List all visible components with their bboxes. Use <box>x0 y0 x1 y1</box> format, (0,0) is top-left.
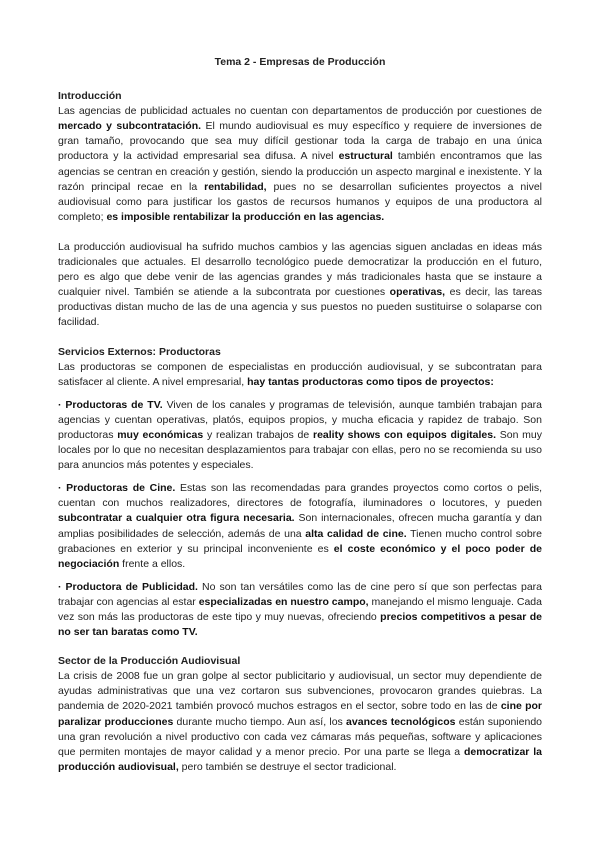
bold-text-run: avances tecnológicos <box>346 715 456 728</box>
bold-text-run: · Productora de Publicidad. <box>58 580 198 593</box>
text-run: Son muy locales por lo que no necesitan desplazamientos para trabajar con ellas, pero no se recomienda su uso para anuncios más potentes y especiales. <box>58 428 542 472</box>
bold-text-run: rentabilidad, <box>204 180 267 193</box>
intro-heading: Introducción <box>58 90 122 103</box>
text-run: y realizan trabajos de <box>203 428 313 441</box>
intro-paragraph-1 <box>58 104 542 225</box>
bold-text-run: mercado y subcontratación. <box>58 120 202 133</box>
bold-text-run: alta calidad de cine. <box>305 527 407 540</box>
text-run: frente a ellos. <box>119 557 186 570</box>
text-run: también encontramos que las agencias se centran en creación y gestión, siendo la producción un aspecto marginal e inexistente. Y la razón principal recae en la <box>58 150 542 193</box>
document-page <box>58 52 542 775</box>
bold-text-run: subcontratar a cualquier otra figura necesaria. <box>58 512 295 525</box>
text-run: Tienen mucho control sobre grabaciones en exterior y su principal inconveniente es <box>58 527 543 555</box>
text-run: manejando el mismo lenguaje. Cada vez son más las productoras de este tipo y muy nuevas, ofreciendo <box>58 595 542 623</box>
bold-text-run: es imposible rentabilizar la producción en las agencias. <box>106 210 385 223</box>
bold-text-run: operativas, <box>389 286 446 299</box>
text-run: Las agencias de publicidad actuales no cuentan con departamentos de producción por cuestiones de <box>58 105 542 118</box>
text-run: Las productoras se componen de especialistas en producción audiovisual, y se subcontratan para satisfacer al cliente. A nivel empresarial, <box>58 360 542 388</box>
bold-text-run: · Productoras de TV. <box>58 398 163 411</box>
bold-text-run: democratizar la producción audiovisual, <box>58 745 542 773</box>
text-run: durante mucho tiempo. Aun así, los <box>173 715 347 728</box>
bold-text-run: estructural <box>338 150 393 163</box>
bold-text-run: hay tantas productoras como tipos de proyectos: <box>247 375 494 388</box>
text-run: Son internacionales, ofrecen mucha garantía y dan amplias posibilidades de selección, además de una <box>58 512 542 540</box>
text-run: La crisis de 2008 fue un gran golpe al sector publicitario y audiovisual, un sector muy dependiente de ayudas administrativas que una vez cortaron sus subvenciones, provocaron grandes quiebras. La pandemia de 2020-2021 también provocó muchos estragos en el sector, sobre todo en las de <box>58 670 542 713</box>
text-run: pero también se destruye el sector tradicional. <box>178 760 397 773</box>
text-run: La producción audiovisual ha sufrido muchos cambios y las agencias siguen ancladas en ideas más tradicionales que actuales. El desarrollo tecnológico puede democratizar la producción en el futuro, pero es algo que debe venir de las agencias grandes y más tradicionales hasta que se instaure a cualquier nivel. También se atiende a la subcontrata por cuestiones <box>58 240 542 299</box>
intro-paragraph-2 <box>58 240 542 331</box>
text-run: es decir, las tareas productivas distan mucho de las de una agencia y sus puestos no pueden sustituirse o solaparse con facilidad. <box>58 286 542 329</box>
document-title: Tema 2 - Empresas de Producción <box>214 56 386 68</box>
bold-text-run: reality shows con equipos digitales. <box>312 428 496 441</box>
text-run: No son tan versátiles como las de cine pero sí que son perfectas para trabajar con agencias al estar <box>58 580 542 608</box>
cinema-producers-paragraph <box>58 481 542 572</box>
text-run: Viven de los canales y programas de televisión, aunque también trabajan para agencias y cuentan operativas, platós, equipos propios, y mucha eficacia y rapidez de trabajo. Son productoras <box>58 398 542 441</box>
ad-producers-paragraph <box>58 580 542 640</box>
external-paragraph <box>58 360 542 390</box>
bold-text-run: · Productoras de Cine. <box>58 482 176 495</box>
bold-text-run: el coste económico y el poco poder de negociación <box>58 542 542 570</box>
sector-heading: Sector de la Producción Audiovisual <box>58 655 241 668</box>
bold-text-run: precios competitivos a pesar de no ser tan baratas como TV. <box>58 611 542 639</box>
bold-text-run: muy económicas <box>117 428 204 441</box>
sector-paragraph <box>58 669 542 775</box>
external-heading: Servicios Externos: Productoras <box>58 345 221 358</box>
text-run: Estas son las recomendadas para grandes proyectos como cortos o pelis, cuentan con muchos realizadores, directores de fotografía, iluminadores o locutores, y pueden <box>58 482 542 510</box>
text-run: están suponiendo una gran revolución a nivel productivo con cada vez cámaras más pequeñas, software y aplicaciones que permiten montajes de mayor calidad y a menor precio. Por una parte se llega a <box>58 715 542 758</box>
bold-text-run: especializadas en nuestro campo, <box>198 595 369 608</box>
tv-producers-paragraph <box>58 398 542 473</box>
text-run: El mundo audiovisual es muy específico y requiere de inversiones de gran tamaño, provocando que sea muy difícil gestionar toda la carga de trabajo en una única productora y la actividad empresarial sea difusa. A nivel <box>58 120 542 163</box>
bold-text-run: cine por paralizar producciones <box>58 700 543 728</box>
text-run: pues no se desarrollan suficientes proyectos a nivel audiovisual como para justificar los gastos de recursos humanos y equipos de una productora al completo; <box>58 180 542 223</box>
